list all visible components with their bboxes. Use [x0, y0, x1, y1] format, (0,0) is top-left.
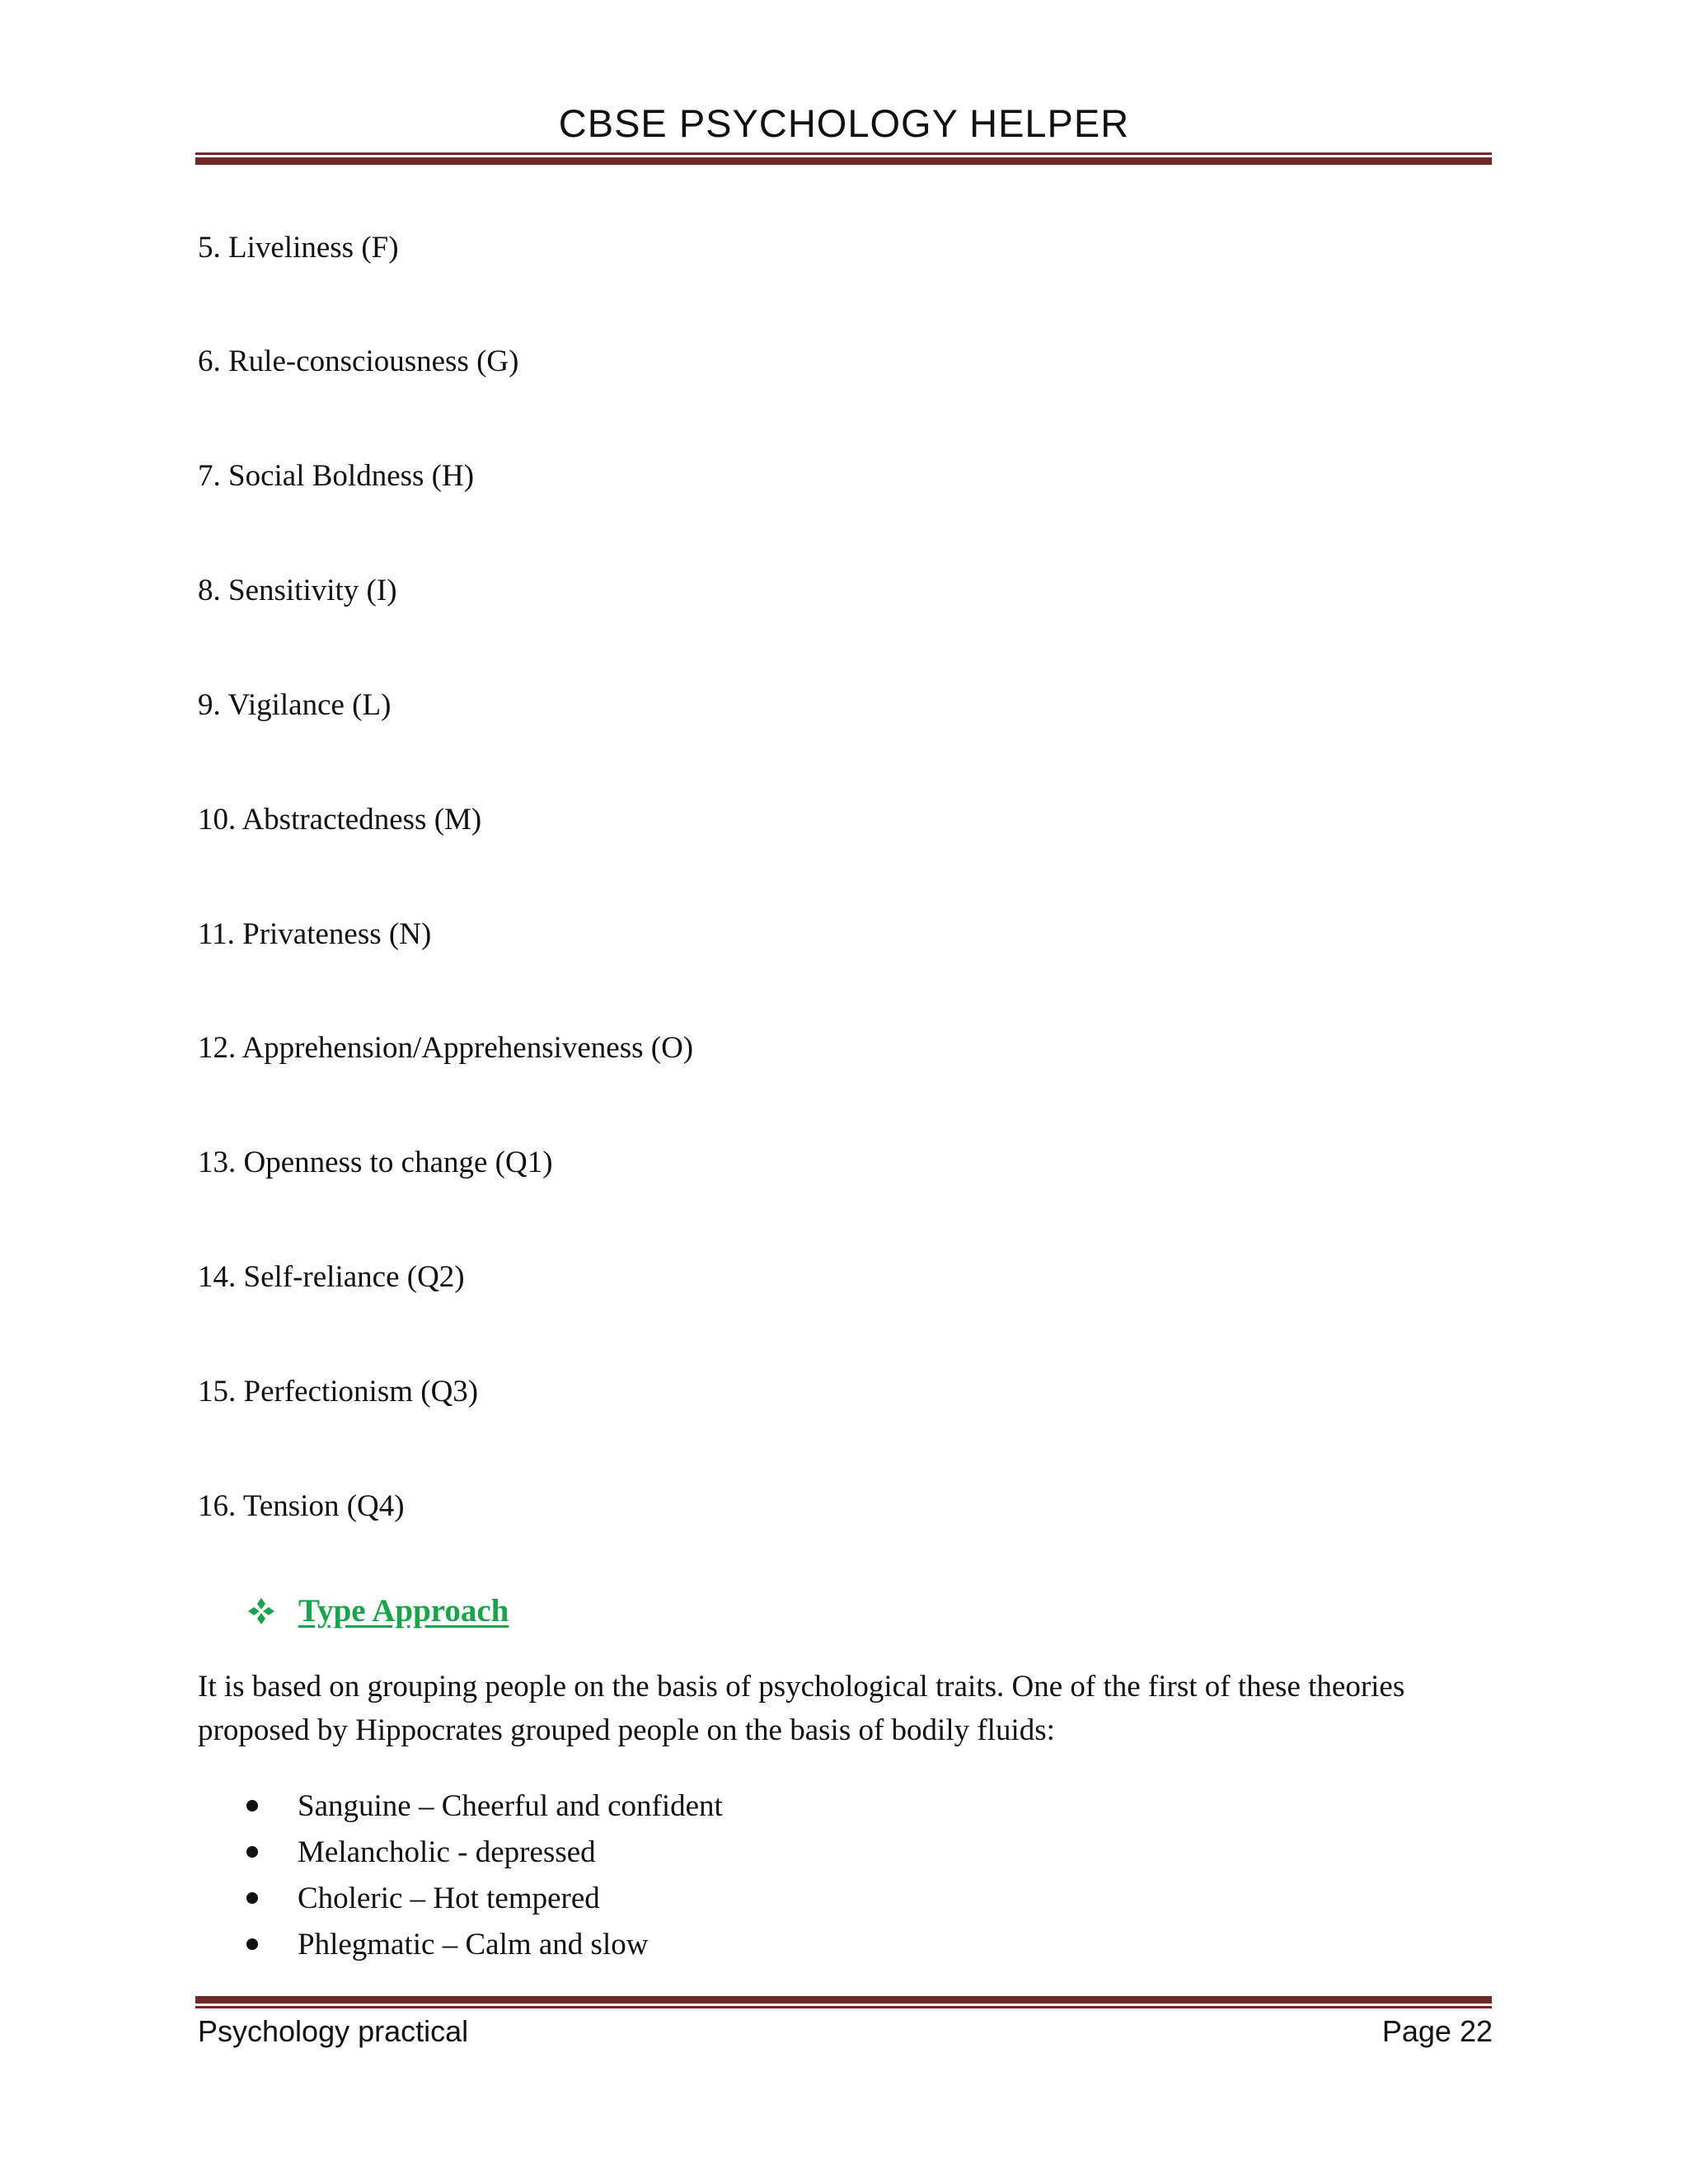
list-item: 15. Perfectionism (Q3): [198, 1375, 479, 1408]
section-paragraph: [198, 1665, 1493, 1752]
header-rule: [195, 152, 1492, 165]
bullet-text: Phlegmatic – Calm and slow: [298, 1928, 649, 1961]
list-item: 5. Liveliness (F): [198, 231, 399, 265]
list-item: 16. Tension (Q4): [198, 1489, 405, 1523]
list-item: 11. Privateness (N): [198, 917, 432, 951]
list-item: 12. Apprehension/Apprehensiveness (O): [198, 1031, 694, 1065]
list-item: 14. Self-reliance (Q2): [198, 1260, 465, 1294]
paragraph-line: proposed by Hippocrates grouped people on the basis of bodily fluids:: [198, 1713, 1055, 1747]
section-heading: [247, 1591, 509, 1632]
bullet-text: Sanguine – Cheerful and confident: [298, 1789, 723, 1823]
footer-label: Psychology practical: [198, 2014, 469, 2048]
bullet-text: Choleric – Hot tempered: [298, 1882, 600, 1915]
bullet-dot-icon: [246, 1938, 258, 1950]
footer-rule: [195, 1996, 1492, 2008]
list-item: 6. Rule-consciousness (G): [198, 344, 519, 378]
bullet-dot-icon: [246, 1892, 258, 1904]
list-item: 10. Abstractedness (M): [198, 803, 482, 837]
paragraph-line: It is based on grouping people on the basis of psychological traits. One of the first of these theories: [198, 1670, 1405, 1704]
list-item: 8. Sensitivity (I): [198, 574, 397, 607]
header-title: CBSE PSYCHOLOGY HELPER: [558, 101, 1130, 145]
list-item: 7. Social Boldness (H): [198, 459, 475, 493]
list-item: 9. Vigilance (L): [198, 688, 392, 722]
diamond-bullet-icon: [247, 1597, 275, 1625]
bullet-dot-icon: [246, 1800, 258, 1811]
list-item: 13. Openness to change (Q1): [198, 1146, 553, 1179]
section-title: Type Approach: [298, 1593, 509, 1629]
page-number: Page 22: [1381, 2014, 1493, 2048]
bullet-text: Melancholic - depressed: [298, 1835, 596, 1869]
bullet-dot-icon: [246, 1846, 258, 1858]
